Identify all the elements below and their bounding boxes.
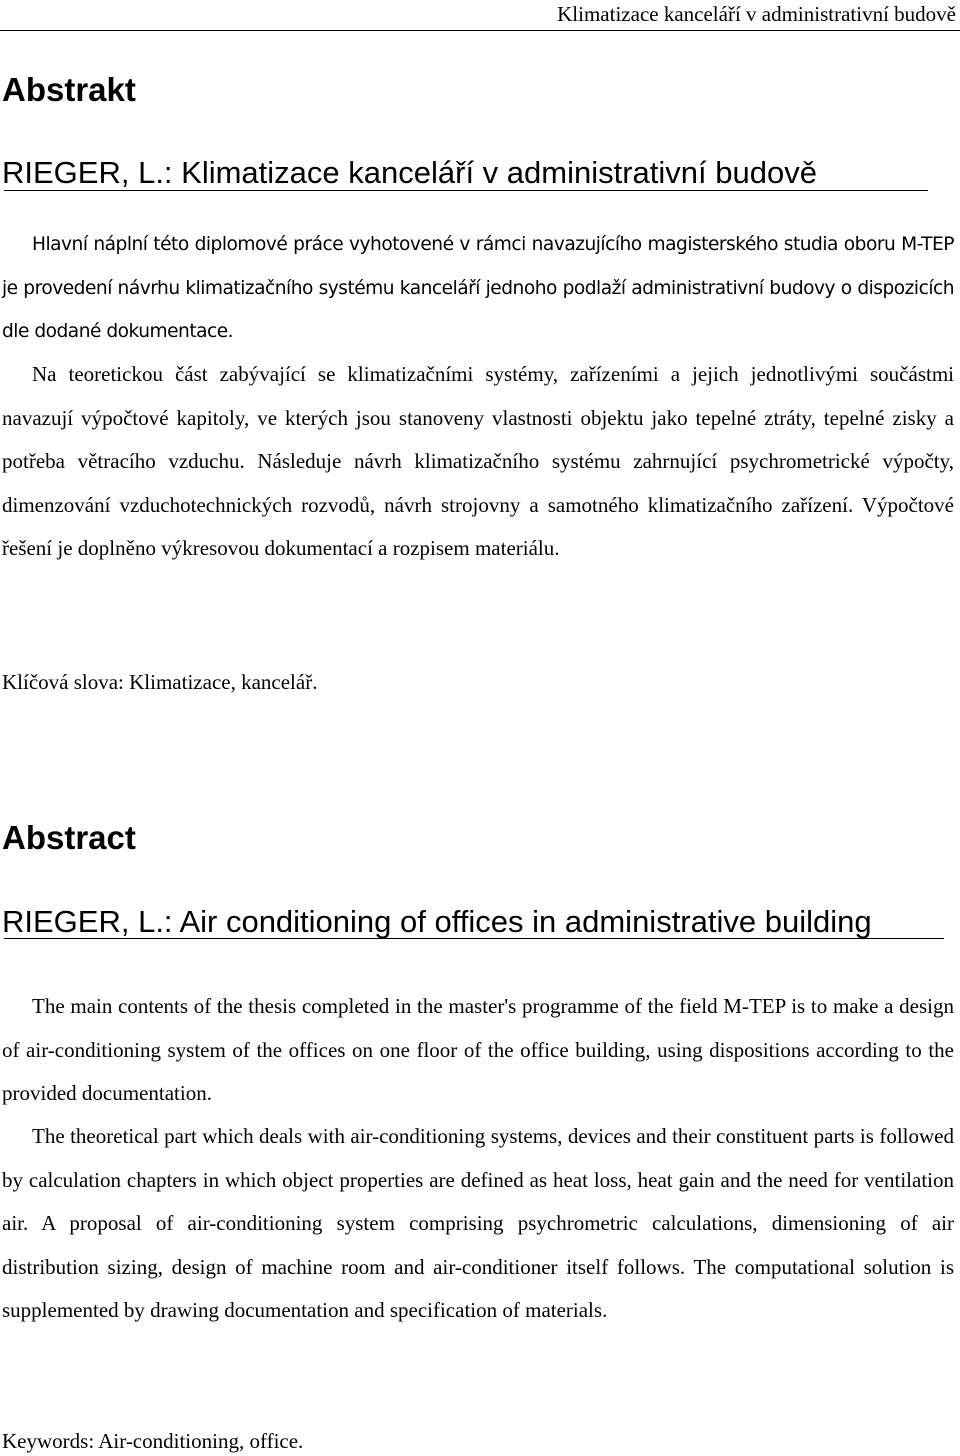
english-keywords: Keywords: Air-conditioning, office. [2,1429,304,1453]
czech-paragraph-2: Na teoretickou část zabývající se klimatizačními systémy, zařízeními a jejich jednotlivými součástmi navazují výpočtové kapitoly, ve kterých jsou stanoveny vlastnosti objektu jako tepelné ztráty, tepelné zisky a potřeba větracího vzduchu. Následuje návrh klimatizačního systému zahrnující psychrometrické výpočty, dimenzování vzduchotechnických rozvodů, návrh strojovny a samotného klimatizačního zařízení. Výpočtové řešení je doplněno výkresovou dokumentací a rozpisem materiálu. [2,362,954,561]
czech-heading: Abstrakt [2,71,136,108]
czech-paragraph-1: Hlavní náplní této diplomové práce vyhotovené v rámci navazujícího magisterského studia oboru M-TEP je provedení návrhu klimatizačního systému kanceláří jednoho podlaží administrativní budovy o dispozicích dle dodané dokumentace. [2,234,954,343]
running-header: Klimatizace kanceláří v administrativní budově [557,2,956,26]
english-paragraph-2: The theoretical part which deals with air-conditioning systems, devices and their constituent parts is followed by calculation chapters in which object properties are defined as heat loss, heat gain and the need for ventilation air. A proposal of air-conditioning system comprising psychrometric calculations, dimensioning of air distribution sizing, design of machine room and air-conditioner itself follows. The computational solution is supplemented by drawing documentation and specification of materials. [2,1124,954,1323]
czech-title: RIEGER, L.: Klimatizace kanceláří v administrativní budově [2,155,817,190]
english-title: RIEGER, L.: Air conditioning of offices in administrative building [2,904,872,939]
english-heading: Abstract [2,819,136,856]
czech-title-underline [4,190,928,191]
english-title-underline [4,938,944,939]
czech-keywords: Klíčová slova: Klimatizace, kancelář. [2,670,318,694]
header-rule [0,30,960,31]
english-paragraph-1: The main contents of the thesis completed in the master's programme of the field M-TEP is to make a design of air-conditioning system of the offices on one floor of the office building, using dispositions according to the provided documentation. [2,994,954,1106]
